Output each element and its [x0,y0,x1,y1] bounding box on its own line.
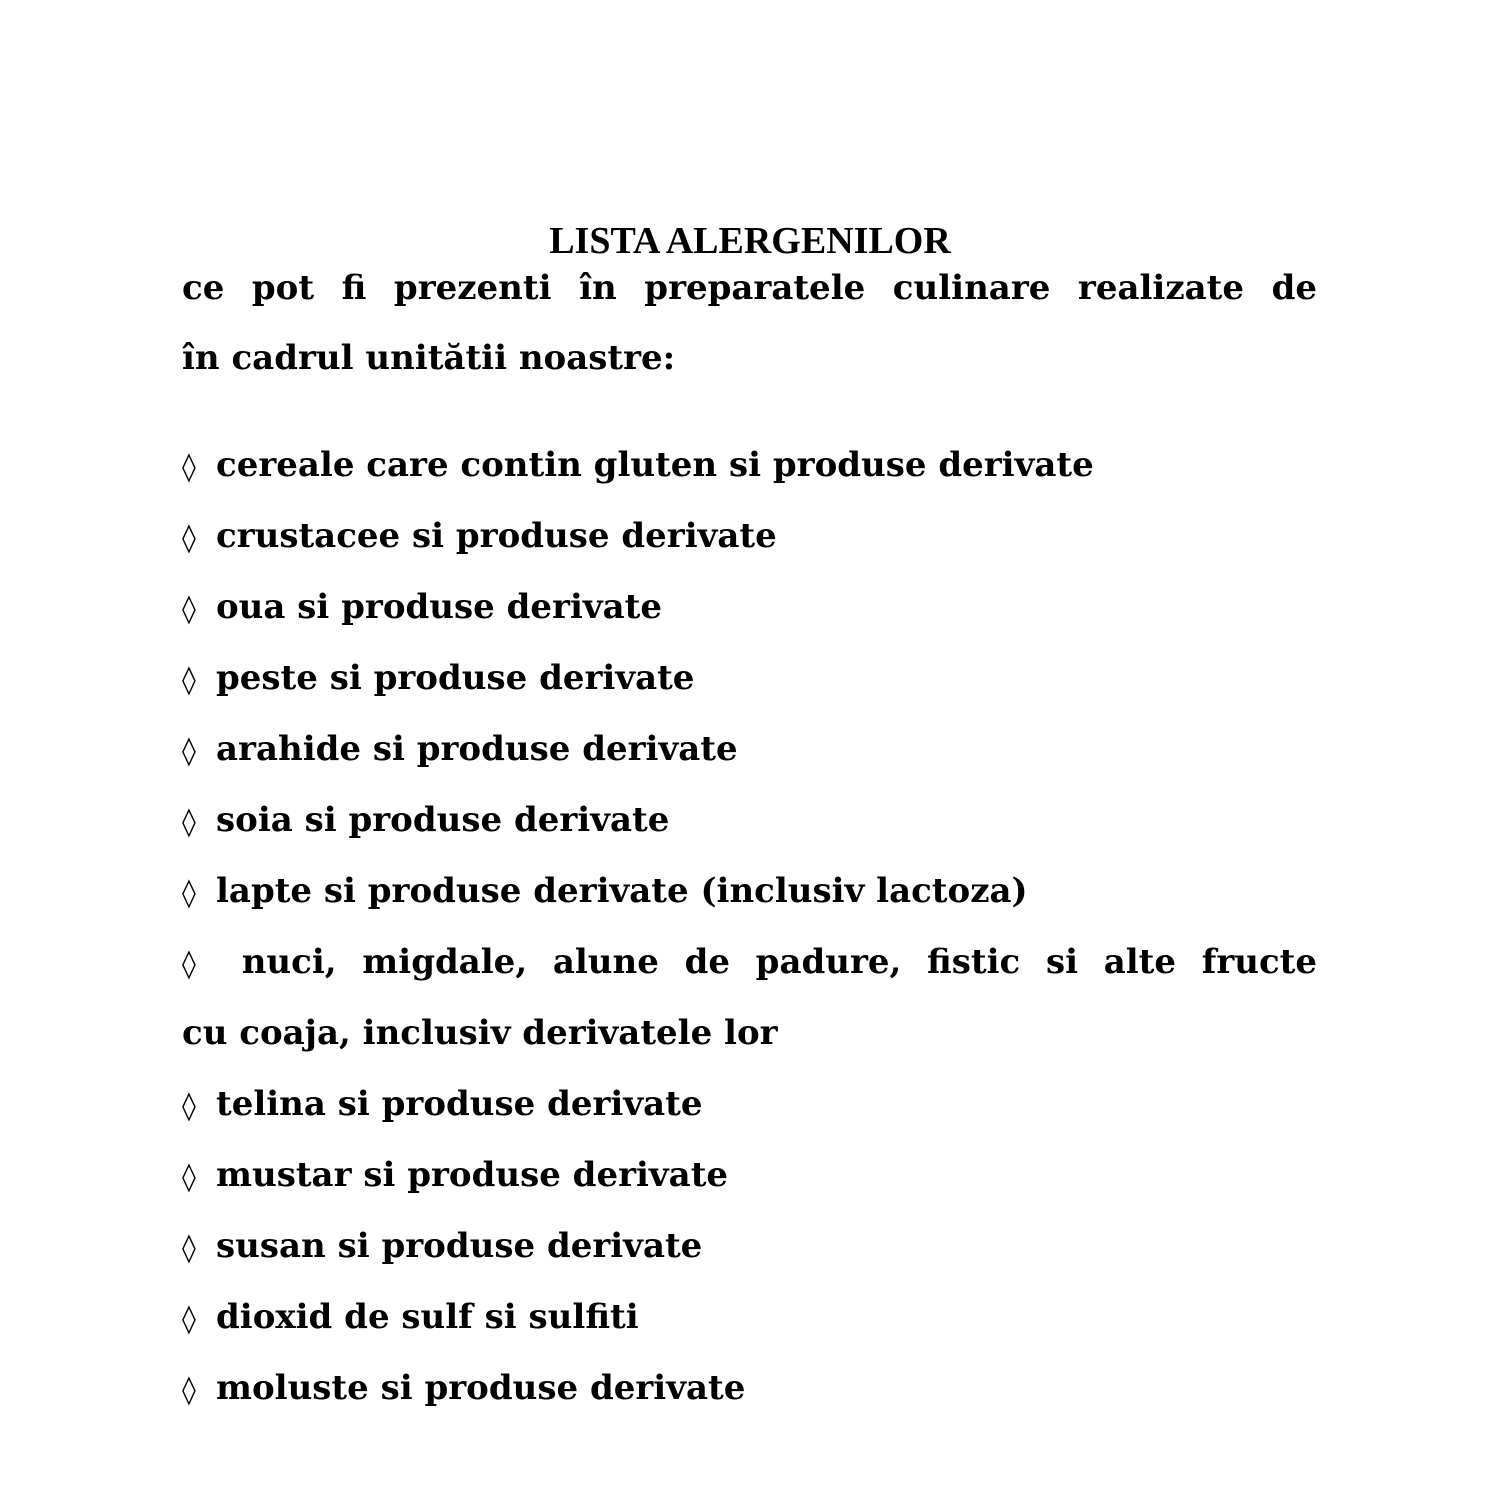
list-item [182,1295,639,1341]
diamond-bullet-icon: ◊ [182,947,196,980]
diamond-bullet-icon: ◊ [182,1160,196,1193]
list-item [182,656,694,702]
list-item [182,1082,702,1128]
list-item [182,443,1094,489]
diamond-bullet-icon: ◊ [182,592,196,625]
list-item-text: lapte si produse derivate (inclusiv lactoza) [216,871,1028,911]
diamond-bullet-icon: ◊ [182,1373,196,1406]
list-item-text: cereale care contin gluten si produse derivate [216,445,1094,485]
list-item [182,940,1317,986]
diamond-bullet-icon: ◊ [182,663,196,696]
list-item-text: moluste si produse derivate [216,1368,746,1408]
list-item [182,1366,745,1412]
list-item [182,1153,728,1199]
diamond-bullet-icon: ◊ [182,450,196,483]
list-item [182,798,669,844]
diamond-bullet-icon: ◊ [182,734,196,767]
list-item [182,727,738,773]
list-item-text: susan si produse derivate [216,1226,703,1266]
diamond-bullet-icon: ◊ [182,1231,196,1264]
list-item-text: nuci, migdale, alune de padure, fistic si alte fructe [241,942,1317,982]
diamond-bullet-icon: ◊ [182,1302,196,1335]
list-item-continuation: cu coaja, inclusiv derivatele lor [182,1013,778,1053]
list-item-text: telina si produse derivate [216,1084,703,1124]
list-item-text: arahide si produse derivate [216,729,738,769]
list-item-text: peste si produse derivate [216,658,695,698]
list-item [182,1224,702,1270]
diamond-bullet-icon: ◊ [182,805,196,838]
list-item-text: dioxid de sulf si sulfiti [216,1297,639,1337]
intro-line-1: ce pot fi prezenti în preparatele culinare realizate de [182,268,1317,308]
diamond-bullet-icon: ◊ [182,521,196,554]
list-item-text: oua si produse derivate [216,587,662,627]
diamond-bullet-icon: ◊ [182,876,196,909]
diamond-bullet-icon: ◊ [182,1089,196,1122]
list-item [182,869,1028,915]
document-title: LISTA ALERGENILOR [549,220,951,262]
list-item-text: soia si produse derivate [216,800,670,840]
list-item-text: mustar si produse derivate [216,1155,729,1195]
list-item-text: crustacee si produse derivate [216,516,777,556]
intro-line-2: în cadrul unitătii noastre: [182,338,676,378]
list-item [182,585,662,631]
list-item [182,514,777,560]
